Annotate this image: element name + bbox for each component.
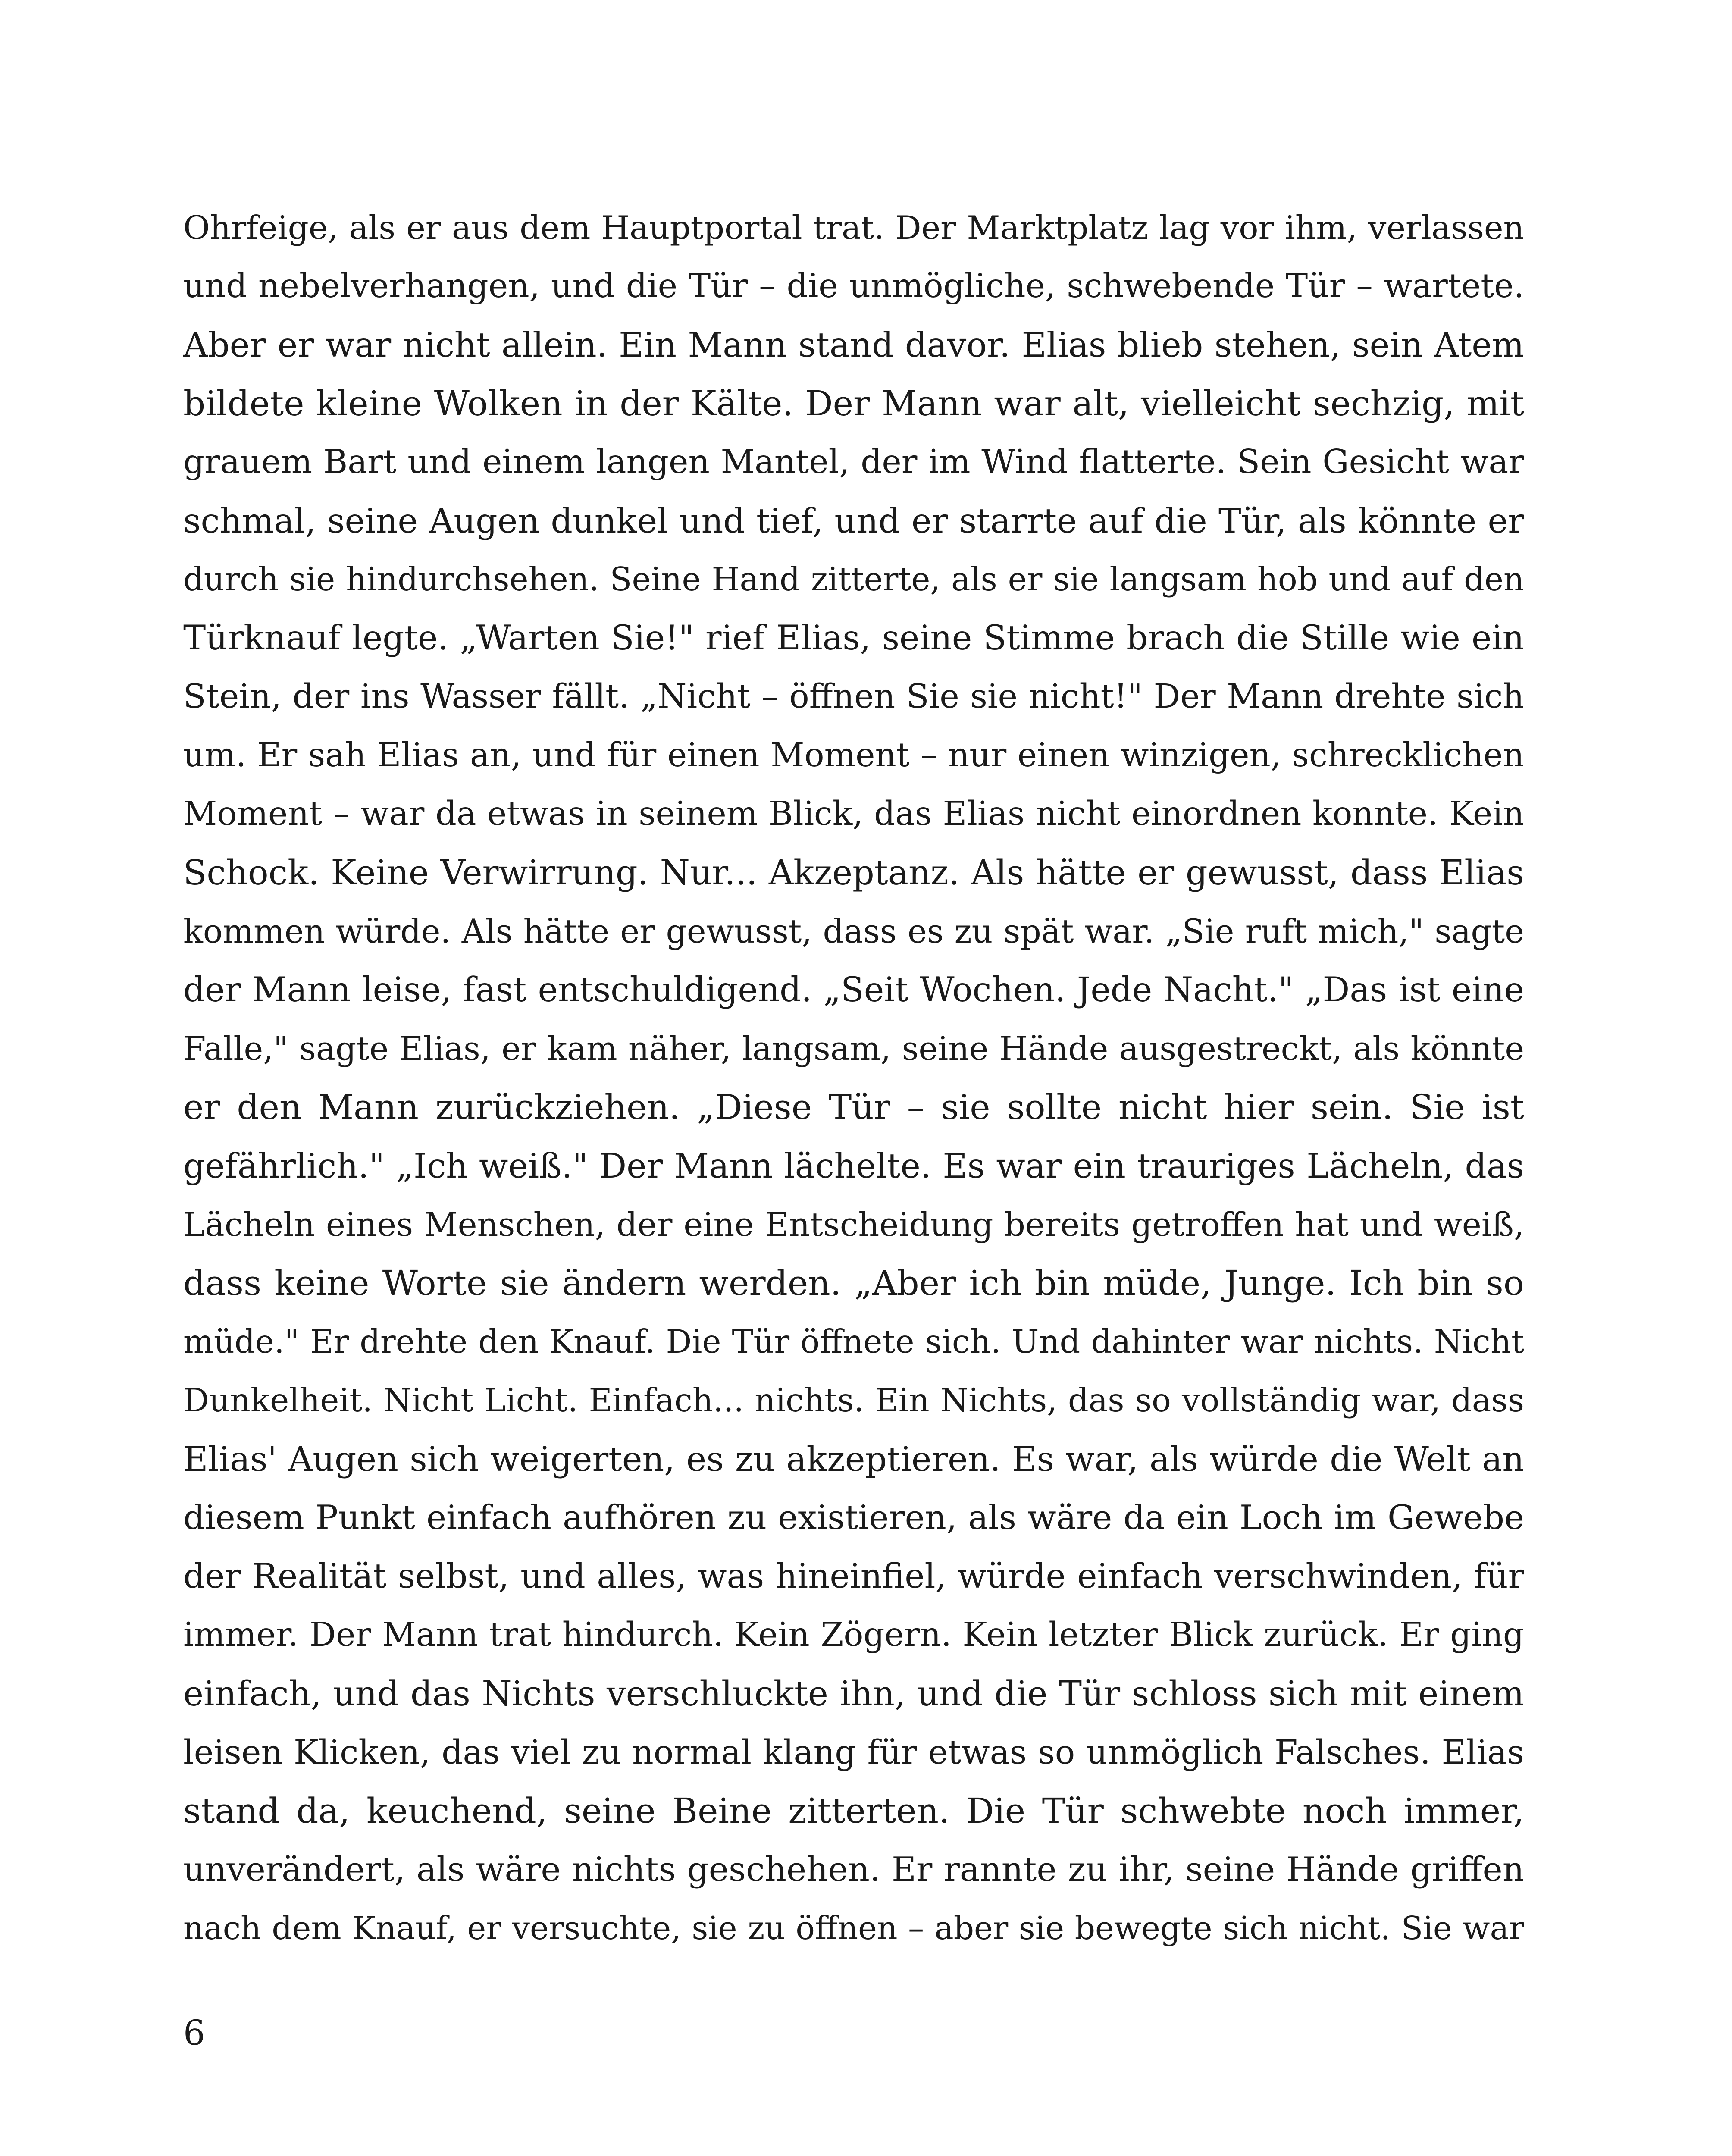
text-line: er den Mann zurückziehen. „Diese Tür – sie sollte nicht hier sein. Sie ist — [183, 1087, 1524, 1127]
text-line: Aber er war nicht allein. Ein Mann stand davor. Elias blieb stehen, sein Atem — [183, 325, 1524, 365]
text-line: der Mann leise, fast entschuldigend. „Seit Wochen. Jede Nacht." „Das ist eine — [183, 970, 1524, 1009]
text-line: nach dem Knauf, er versuchte, sie zu öffnen – aber sie bewegte sich nicht. Sie war — [183, 1910, 1524, 1947]
text-line: müde." Er drehte den Knauf. Die Tür öffnete sich. Und dahinter war nichts. Nicht — [183, 1323, 1524, 1360]
text-line: schmal, seine Augen dunkel und tief, und er starrte auf die Tür, als könnte er — [183, 501, 1524, 541]
text-line: grauem Bart und einem langen Mantel, der im Wind flatterte. Sein Gesicht war — [183, 443, 1524, 481]
text-line: der Realität selbst, und alles, was hineinfiel, würde einfach verschwinden, für — [183, 1557, 1524, 1596]
text-line: leisen Klicken, das viel zu normal klang für etwas so unmöglich Falsches. Elias — [183, 1733, 1524, 1772]
text-line: Dunkelheit. Nicht Licht. Einfach... nichts. Ein Nichts, das so vollständig war, dass — [183, 1382, 1524, 1419]
text-line: Lächeln eines Menschen, der eine Entscheidung bereits getroffen hat und weiß, — [183, 1206, 1524, 1244]
text-line: Türknauf legte. „Warten Sie!" rief Elias, seine Stimme brach die Stille wie ein — [183, 618, 1524, 658]
text-line: Stein, der ins Wasser fällt. „Nicht – öffnen Sie sie nicht!" Der Mann drehte sich — [183, 677, 1524, 716]
text-line: durch sie hindurchsehen. Seine Hand zitterte, als er sie langsam hob und auf den — [183, 561, 1524, 598]
text-line: gefährlich." „Ich weiß." Der Mann lächelte. Es war ein trauriges Lächeln, das — [183, 1146, 1524, 1186]
text-line: stand da, keuchend, seine Beine zitterten. Die Tür schwebte noch immer, — [183, 1791, 1524, 1831]
text-line: immer. Der Mann trat hindurch. Kein Zögern. Kein letzter Blick zurück. Er ging — [183, 1616, 1524, 1654]
text-line: Elias' Augen sich weigerten, es zu akzeptieren. Es war, als würde die Welt an — [183, 1439, 1524, 1479]
text-line: und nebelverhangen, und die Tür – die unmögliche, schwebende Tür – wartete. — [183, 267, 1524, 305]
text-line: einfach, und das Nichts verschluckte ihn, und die Tür schloss sich mit einem — [183, 1673, 1524, 1714]
text-line: Schock. Keine Verwirrung. Nur... Akzeptanz. Als hätte er gewusst, dass Elias — [183, 852, 1524, 893]
text-line: Ohrfeige, als er aus dem Hauptportal trat. Der Marktplatz lag vor ihm, verlassen — [183, 209, 1524, 247]
page-number: 6 — [183, 2013, 205, 2053]
text-line: um. Er sah Elias an, und für einen Moment – nur einen winzigen, schrecklichen — [183, 736, 1524, 774]
text-line: kommen würde. Als hätte er gewusst, dass es zu spät war. „Sie ruft mich," sagte — [183, 912, 1524, 950]
body-text — [183, 198, 1524, 1958]
text-line: diesem Punkt einfach aufhören zu existieren, als wäre da ein Loch im Gewebe — [183, 1498, 1524, 1537]
text-line: unverändert, als wäre nichts geschehen. Er rannte zu ihr, seine Hände griffen — [183, 1850, 1524, 1889]
text-line: Falle," sagte Elias, er kam näher, langsam, seine Hände ausgestreckt, als könnte — [183, 1030, 1524, 1068]
text-line: dass keine Worte sie ändern werden. „Aber ich bin müde, Junge. Ich bin so — [183, 1263, 1524, 1303]
text-line: Moment – war da etwas in seinem Blick, das Elias nicht einordnen konnte. Kein — [183, 795, 1524, 833]
text-line: bildete kleine Wolken in der Kälte. Der Mann war alt, vielleicht sechzig, mit — [183, 383, 1524, 423]
